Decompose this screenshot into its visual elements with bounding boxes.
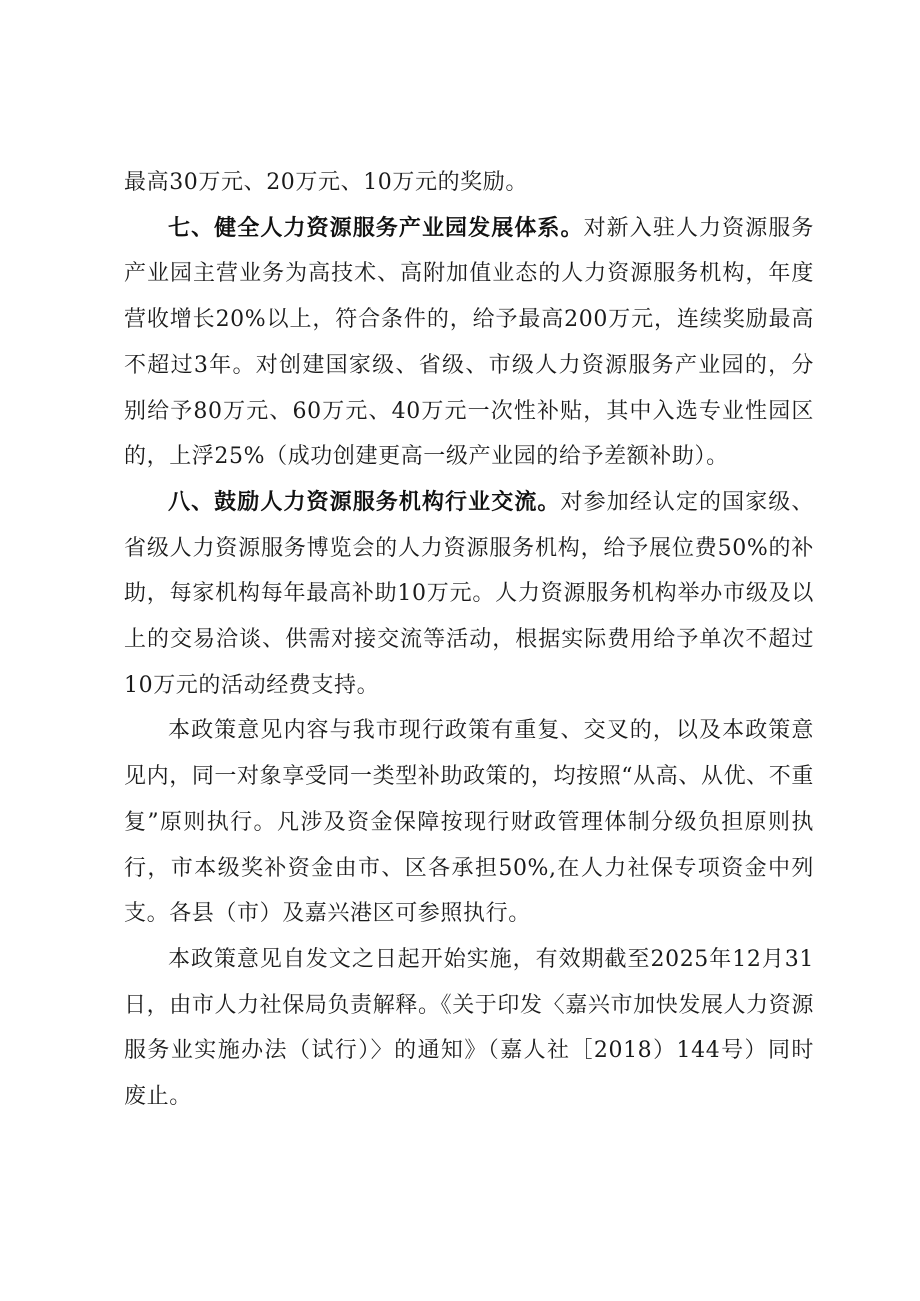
paragraph-policy-overlap (124, 708, 814, 937)
paragraph-text: 对参加经认定的国家级、省级人力资源服务博览会的人力资源服务机构，给予展位费50%的补助，每家机构每年最高补助10万元。人力资源服务机构举办市级及以上的交易洽谈、供需对接交流等活动，根据实际费用给予单次不超过10万元的活动经费支持。 (124, 489, 815, 698)
section-heading-7: 七、健全人力资源服务产业园发展体系。 (168, 215, 584, 241)
paragraph-section-7 (124, 206, 814, 480)
paragraph-text: 本政策意见内容与我市现行政策有重复、交叉的，以及本政策意见内，同一对象享受同一类型补助政策的，均按照“从高、从优、不重复”原则执行。凡涉及资金保障按现行财政管理体制分级负担原则执行，市本级奖补资金由市、区各承担50%,在人力社保专项资金中列支。各县（市）及嘉兴港区可参照执行。 (124, 718, 814, 927)
paragraph-text: 最高30万元、20万元、10万元的奖励。 (124, 170, 528, 195)
paragraph-text: 对新入驻人力资源服务产业园主营业务为高技术、高附加值业态的人力资源服务机构，年度营收增长20%以上，符合条件的，给予最高200万元，连续奖励最高不超过3年。对创建国家级、省级、市级人力资源服务产业园的，分别给予80万元、60万元、40万元一次性补贴，其中入选专业性园区的，上浮25%（成功创建更高一级产业园的给予差额补助）。 (124, 215, 814, 470)
paragraph-effective-date (124, 937, 814, 1120)
paragraph-text: 本政策意见自发文之日起开始实施，有效期截至2025年12月31日，由市人力社保局负责解释。《关于印发〈嘉兴市加快发展人力资源服务业实施办法（试行）〉的通知》（嘉人社［2018）144号）同时废止。 (124, 946, 814, 1110)
paragraph-section-8 (124, 480, 814, 709)
section-heading-8: 八、鼓励人力资源服务机构行业交流。 (168, 489, 561, 515)
document-body (124, 160, 814, 1120)
paragraph-continuation (124, 160, 814, 206)
